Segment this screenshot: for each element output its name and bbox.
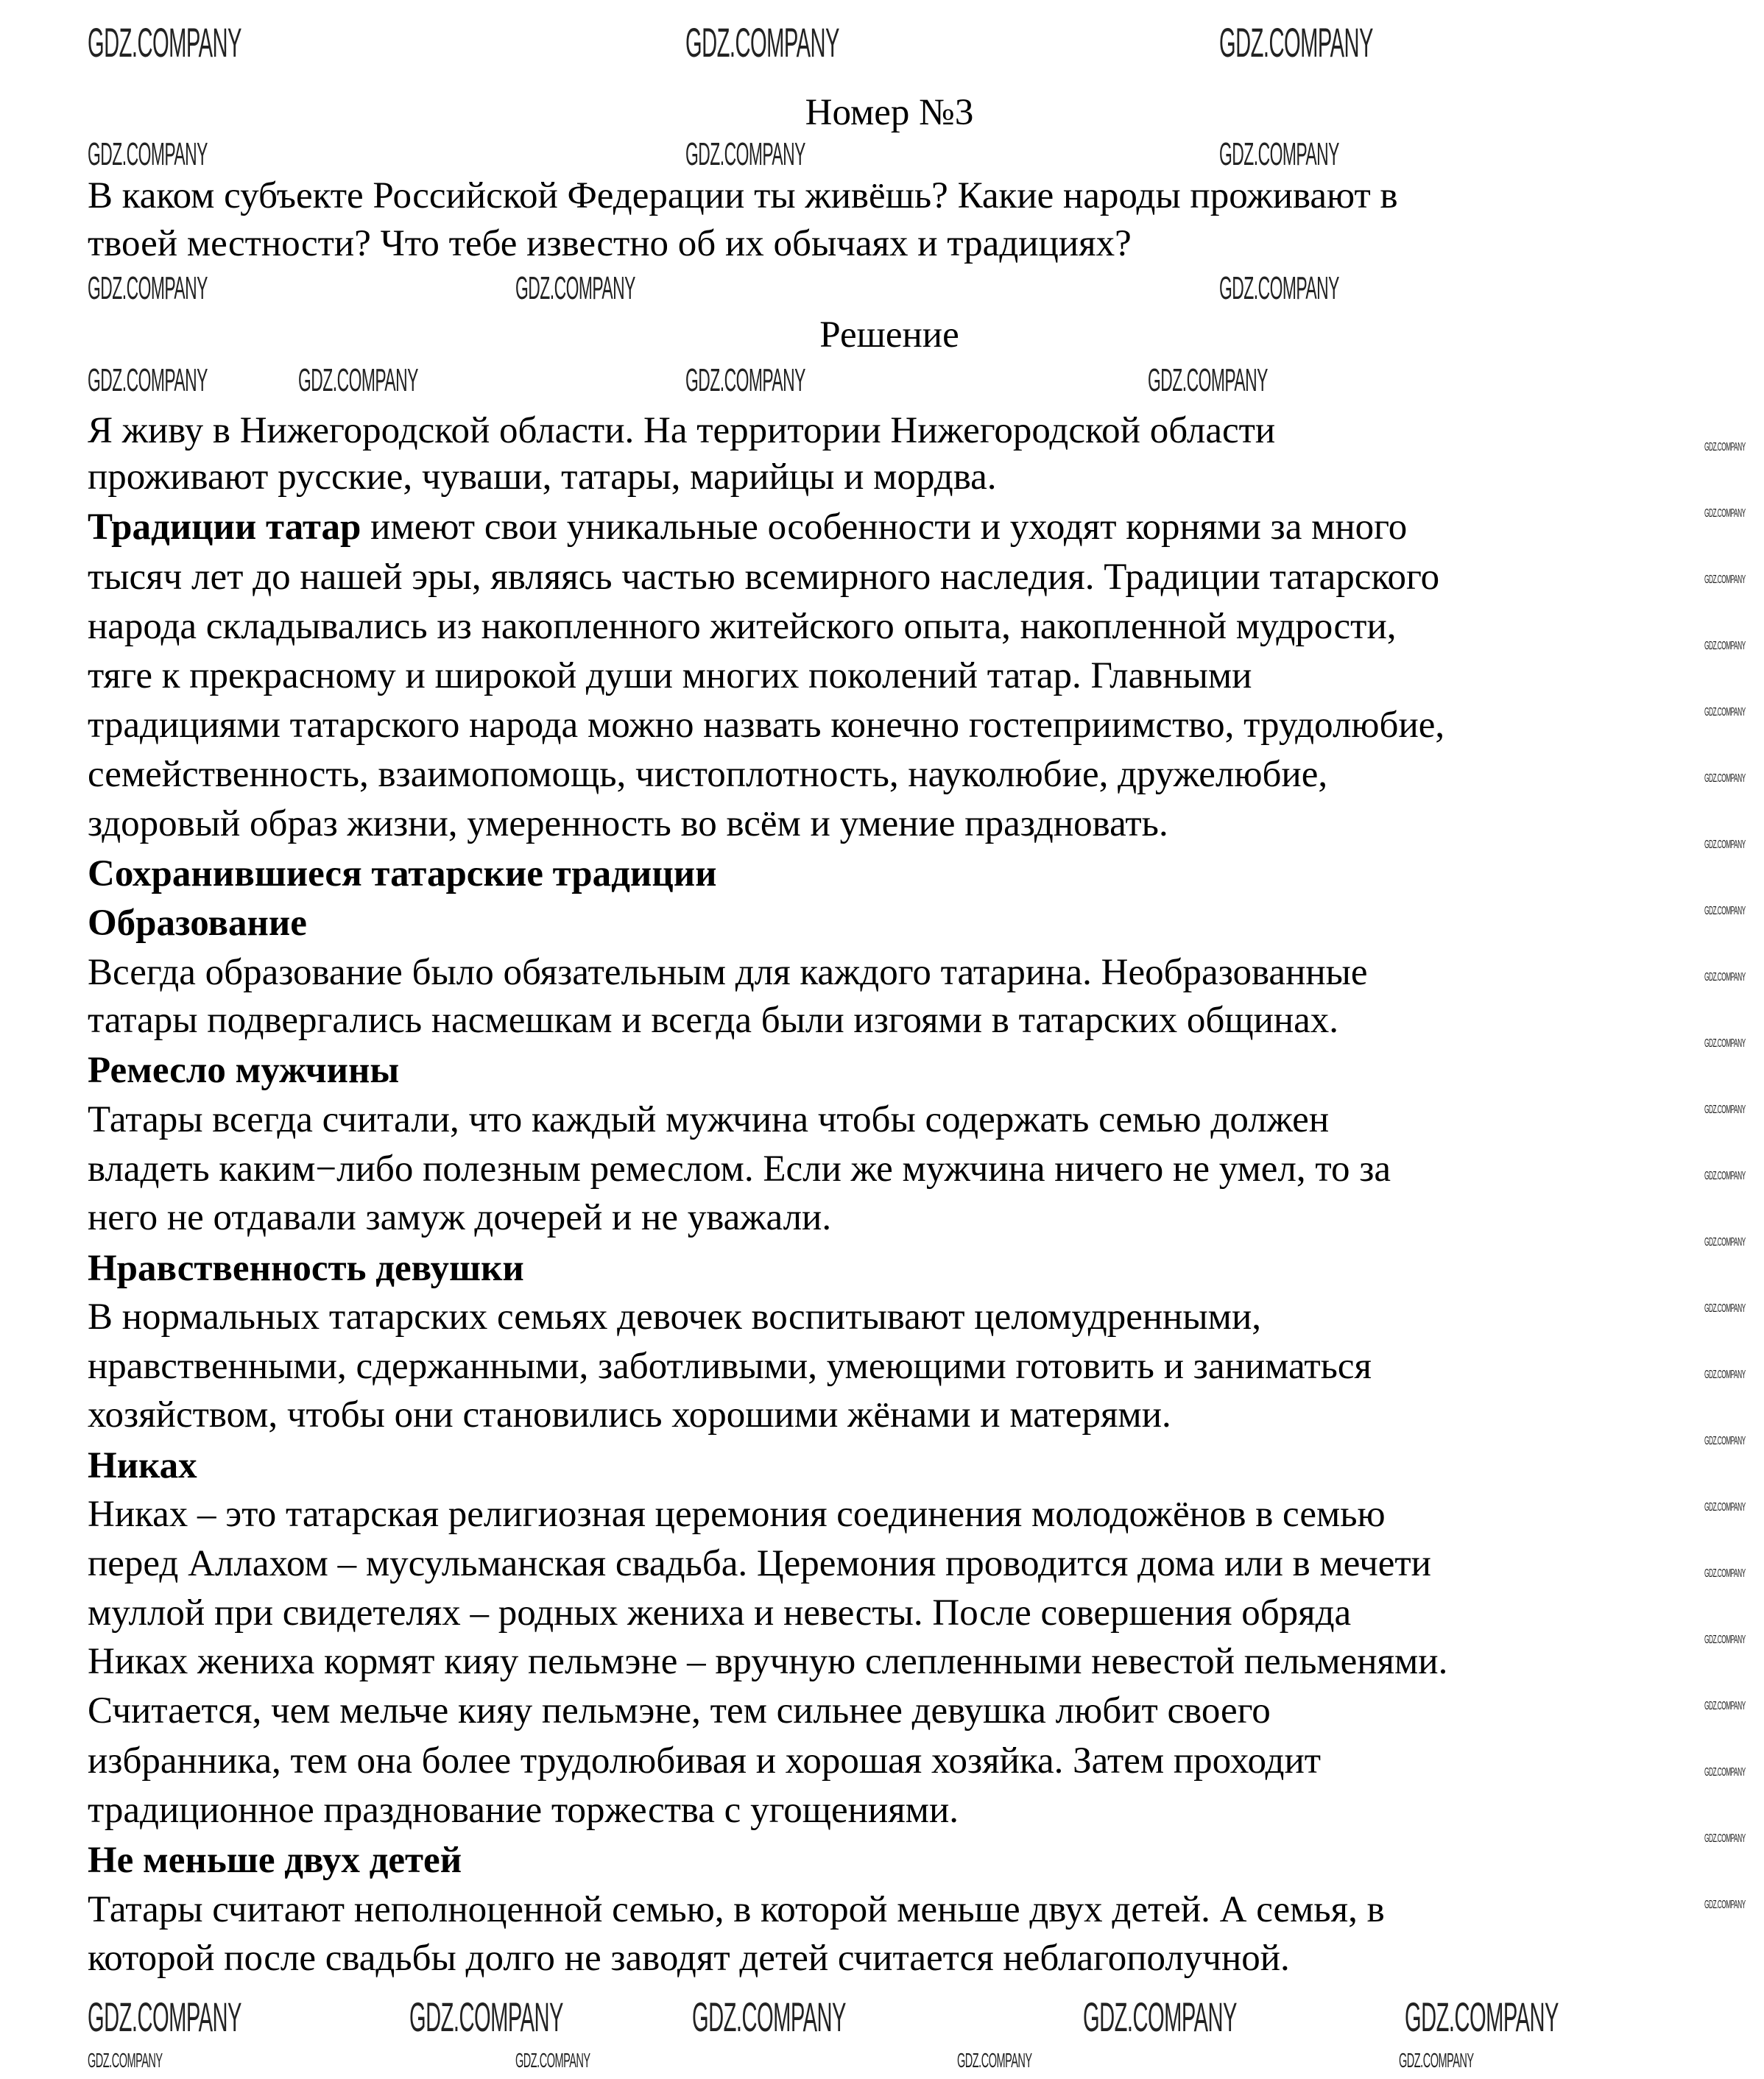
traditions-line: здоровый образ жизни, умеренность во всём и умение праздновать. xyxy=(88,803,1168,844)
watermark: GDZ.COMPANY xyxy=(88,362,208,398)
intro-line: проживают русские, чуваши, татары, марийцы и мордва. xyxy=(88,456,997,498)
section-heading: Ремесло мужчины xyxy=(88,1050,400,1091)
watermark: GDZ.COMPANY xyxy=(1219,136,1339,172)
section-line: муллой при свидетелях – родных жениха и невесты. После совершения обряда xyxy=(88,1592,1352,1634)
watermark: GDZ.COMPANY xyxy=(298,362,418,398)
traditions-line: народа складывались из накопленного житейского опыта, накопленной мудрости, xyxy=(88,606,1397,647)
section-line: перед Аллахом – мусульманская свадьба. Церемония проводится дома или в мечети xyxy=(88,1543,1431,1584)
watermark: GDZ.COMPANY xyxy=(88,19,241,66)
watermark: GDZ.COMPANY xyxy=(88,136,208,172)
traditions-line: тысяч лет до нашей эры, являясь частью всемирного наследия. Традиции татарского xyxy=(88,557,1440,598)
watermark: GDZ.COMPANY xyxy=(515,270,635,306)
traditions-line: семейственность, взаимопомощь, чистоплотность, науколюбие, дружелюбие, xyxy=(88,754,1328,795)
section-heading: Образование xyxy=(88,903,307,944)
section-heading: Сохранившиеся татарские традиции xyxy=(88,853,717,894)
section-line: избранника, тем она более трудолюбивая и хорошая хозяйка. Затем проходит xyxy=(88,1740,1322,1782)
watermark: GDZ.COMPANY xyxy=(1704,1501,1746,1514)
section-line: владеть каким−либо полезным ремеслом. Если же мужчина ничего не умел, то за xyxy=(88,1148,1391,1190)
section-heading: Никах xyxy=(88,1445,197,1486)
question-line: В каком субъекте Российской Федерации ты живёшь? Какие народы проживают в xyxy=(88,175,1398,216)
watermark: GDZ.COMPANY xyxy=(1399,2049,1474,2072)
watermark: GDZ.COMPANY xyxy=(1704,839,1746,851)
watermark: GDZ.COMPANY xyxy=(685,362,805,398)
watermark: GDZ.COMPANY xyxy=(1704,507,1746,520)
watermark: GDZ.COMPANY xyxy=(1704,1435,1746,1447)
intro-line: Я живу в Нижегородской области. На территории Нижегородской области xyxy=(88,410,1276,451)
watermark: GDZ.COMPANY xyxy=(1704,1037,1746,1050)
watermark: GDZ.COMPANY xyxy=(1704,1170,1746,1182)
section-line: Татары считают неполноценной семью, в которой меньше двух детей. А семья, в xyxy=(88,1889,1385,1930)
watermark: GDZ.COMPANY xyxy=(1704,1369,1746,1381)
section-line: нравственными, сдержанными, заботливыми, умеющими готовить и заниматься xyxy=(88,1346,1372,1387)
watermark: GDZ.COMPANY xyxy=(1704,706,1746,719)
watermark: GDZ.COMPANY xyxy=(409,1994,563,2040)
watermark: GDZ.COMPANY xyxy=(1704,640,1746,652)
section-line: Всегда образование было обязательным для каждого татарина. Необразованные xyxy=(88,952,1368,993)
section-line: Считается, чем мельче кияу пельмэне, тем сильнее девушка любит своего xyxy=(88,1690,1271,1732)
watermark: GDZ.COMPANY xyxy=(1704,1899,1746,1911)
watermark: GDZ.COMPANY xyxy=(1704,1700,1746,1712)
watermark: GDZ.COMPANY xyxy=(515,2049,590,2072)
traditions-bold-term: Традиции татар xyxy=(88,506,361,548)
watermark: GDZ.COMPANY xyxy=(685,136,805,172)
section-line: которой после свадьбы долго не заводят детей считается неблагополучной. xyxy=(88,1938,1290,1979)
watermark: GDZ.COMPANY xyxy=(1704,1832,1746,1845)
section-line: хозяйством, чтобы они становились хорошими жёнами и матерями. xyxy=(88,1394,1171,1436)
watermark: GDZ.COMPANY xyxy=(1219,19,1373,66)
watermark: GDZ.COMPANY xyxy=(1405,1994,1559,2040)
section-line: Татары всегда считали, что каждый мужчина чтобы содержать семью должен xyxy=(88,1099,1330,1140)
watermark: GDZ.COMPANY xyxy=(1704,1236,1746,1249)
watermark: GDZ.COMPANY xyxy=(685,19,839,66)
watermark: GDZ.COMPANY xyxy=(1148,362,1268,398)
section-line: традиционное празднование торжества с угощениями. xyxy=(88,1790,959,1831)
watermark: GDZ.COMPANY xyxy=(1704,772,1746,785)
watermark: GDZ.COMPANY xyxy=(1704,1104,1746,1116)
watermark: GDZ.COMPANY xyxy=(88,2049,163,2072)
section-heading: Не меньше двух детей xyxy=(88,1840,462,1881)
watermark: GDZ.COMPANY xyxy=(1083,1994,1237,2040)
watermark: GDZ.COMPANY xyxy=(88,1994,241,2040)
traditions-line: тяге к прекрасному и широкой души многих поколений татар. Главными xyxy=(88,655,1252,696)
watermark: GDZ.COMPANY xyxy=(692,1994,846,2040)
watermark: GDZ.COMPANY xyxy=(1704,971,1746,984)
section-line: Никах – это татарская религиозная церемония соединения молодожёнов в семью xyxy=(88,1494,1386,1535)
watermark: GDZ.COMPANY xyxy=(1704,1766,1746,1779)
watermark: GDZ.COMPANY xyxy=(1704,1567,1746,1580)
section-line: него не отдавали замуж дочерей и не уважали. xyxy=(88,1197,832,1238)
watermark: GDZ.COMPANY xyxy=(88,270,208,306)
traditions-line: традициями татарского народа можно назвать конечно гостеприимство, трудолюбие, xyxy=(88,705,1445,746)
watermark: GDZ.COMPANY xyxy=(1704,1302,1746,1315)
watermark: GDZ.COMPANY xyxy=(1704,1634,1746,1646)
watermark: GDZ.COMPANY xyxy=(957,2049,1032,2072)
watermark: GDZ.COMPANY xyxy=(1704,441,1746,453)
section-heading: Нравственность девушки xyxy=(88,1248,524,1289)
traditions-text: имеют свои уникальные особенности и уходят корнями за много xyxy=(361,506,1408,548)
solution-heading: Решение xyxy=(819,314,959,356)
section-line: В нормальных татарских семьях девочек воспитывают целомудренными, xyxy=(88,1296,1261,1338)
section-line: Никах жениха кормят кияу пельмэне – вручную слепленными невестой пельменями. xyxy=(88,1641,1448,1682)
traditions-line xyxy=(88,505,1407,549)
question-line: твоей местности? Что тебе известно об их обычаях и традициях? xyxy=(88,223,1132,264)
section-line: татары подвергались насмешкам и всегда были изгоями в татарских общинах. xyxy=(88,1000,1339,1041)
watermark: GDZ.COMPANY xyxy=(1219,270,1339,306)
watermark: GDZ.COMPANY xyxy=(1704,905,1746,917)
page-title: Номер №3 xyxy=(805,92,974,133)
watermark: GDZ.COMPANY xyxy=(1704,573,1746,586)
